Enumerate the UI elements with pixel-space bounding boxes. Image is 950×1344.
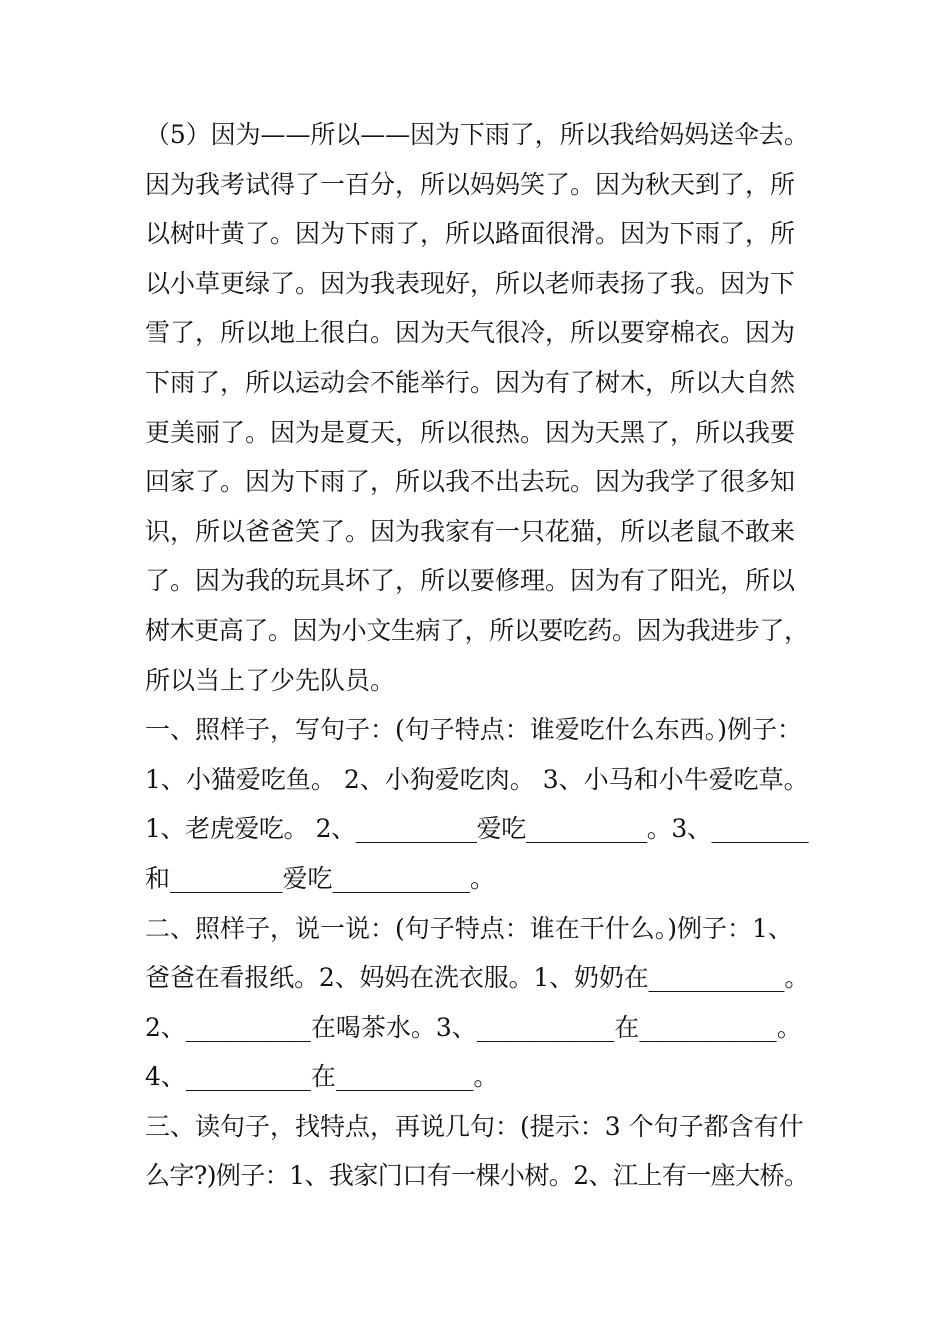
text-line: 更美丽了。因为是夏天，所以很热。因为天黑了，所以我要 [145,417,796,447]
text-line: （5）因为——所以——因为下雨了，所以我给妈妈送伞去。 [145,120,809,149]
text-line: 雪了，所以地上很白。因为天气很冷，所以要穿棉衣。因为 [145,318,796,348]
text-line: 回家了。因为下雨了，所以我不出去玩。因为我学了很多知 [145,467,796,497]
text-line: 下雨了，所以运动会不能举行。因为有了树木，所以大自然 [145,367,796,397]
fill-in-line: 2、__________在喝茶水。3、___________在___________。 [145,1012,802,1042]
section-two-heading: 二、照样子，说一说：(句子特点：谁在干什么。)例子：1、 [145,913,793,943]
text-line: 所以当上了少先队员。 [145,665,396,695]
fill-in-line: 和_________爱吃___________。 [145,863,496,893]
section-one-heading: 一、照样子，写句子：(句子特点：谁爱吃什么东西。)例子： [145,715,803,745]
text-line: 么字?)例子：1、我家门口有一棵小树。2、江上有一座大桥。 [145,1161,809,1191]
fill-in-line: 爸爸在看报纸。2、妈妈在洗衣服。1、奶奶在___________。 [145,963,809,993]
fill-in-line: 4、__________在___________。 [145,1062,499,1092]
text-line: 1、小猫爱吃鱼。 2、小狗爱吃肉。 3、小马和小牛爱吃草。 [145,764,809,794]
text-line: 了。因为我的玩具坏了，所以要修理。因为有了阳光，所以 [145,566,796,596]
section-three-heading: 三、读句子，找特点，再说几句：(提示：3 个句子都含有什 [145,1111,804,1141]
text-line: 树木更高了。因为小文生病了，所以要吃药。因为我进步了， [145,615,809,645]
text-line: 因为我考试得了一百分，所以妈妈笑了。因为秋天到了，所 [145,169,796,199]
body-text [145,110,809,1201]
text-line: 以树叶黄了。因为下雨了，所以路面很滑。因为下雨了，所 [145,219,796,249]
fill-in-line: 1、老虎爱吃。 2、__________爱吃__________。3、________ [145,814,809,844]
text-line: 识，所以爸爸笑了。因为我家有一只花猫，所以老鼠不敢来 [145,516,796,546]
text-line: 以小草更绿了。因为我表现好，所以老师表扬了我。因为下 [145,268,796,298]
